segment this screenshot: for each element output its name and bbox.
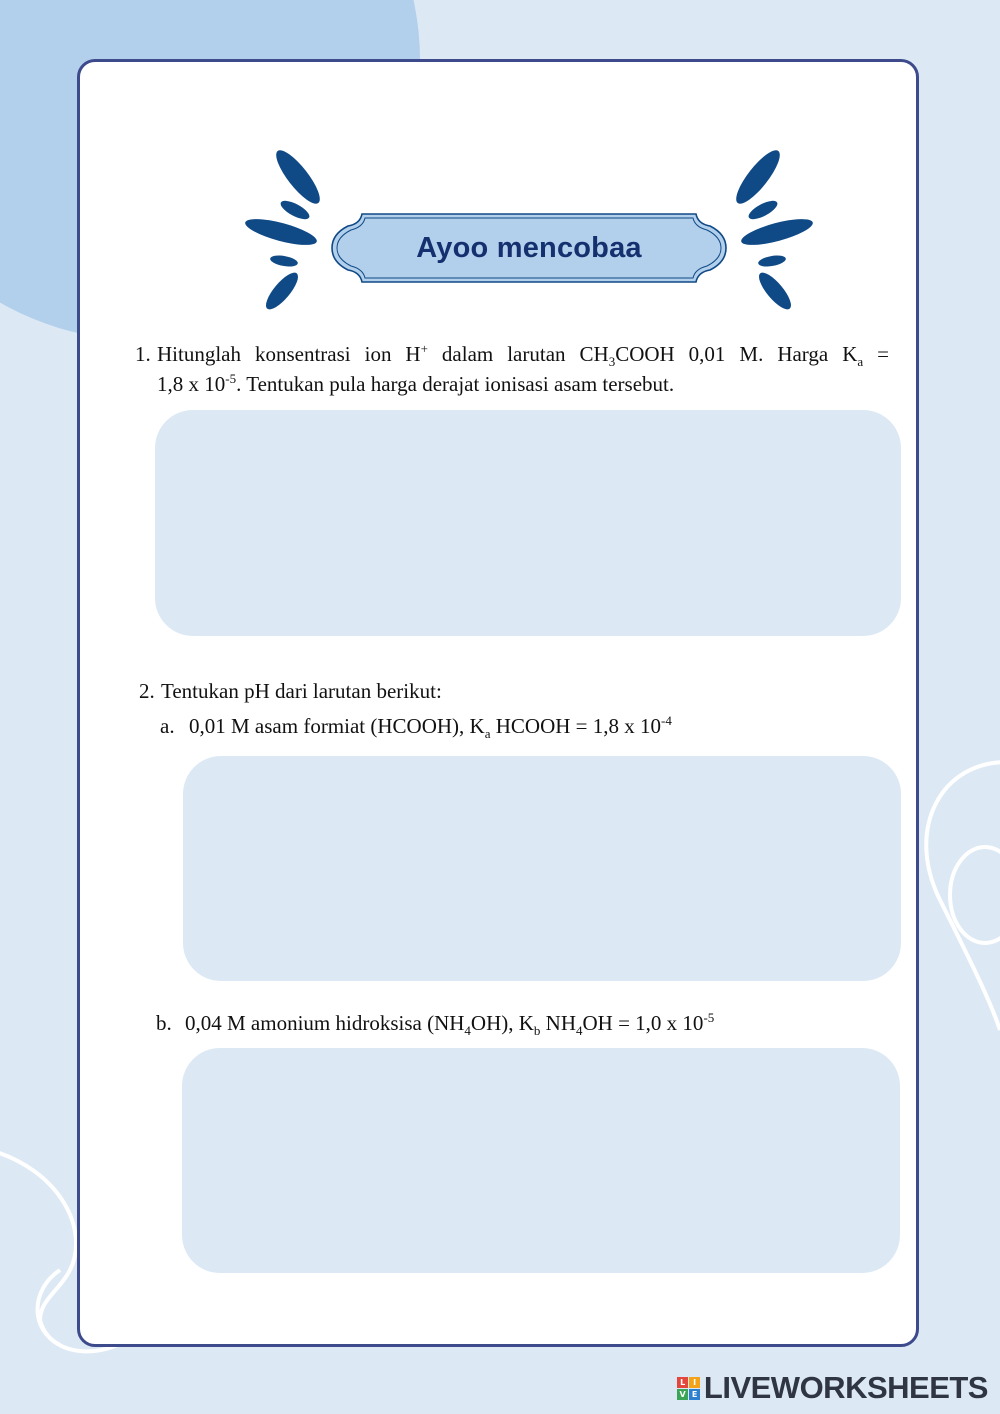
liveworksheets-brand: [677, 1370, 988, 1406]
answer-box-q2b[interactable]: [182, 1048, 900, 1273]
q2-number: 2.: [139, 679, 155, 703]
q2b-text: 0,04 M amonium hidroksisa $(NH_4OH)$, $K_b$ $NH_4OH = 1,0$ x $10^{-5}$: [185, 1010, 715, 1039]
burst-right-icon: [725, 148, 820, 318]
title-banner: [330, 212, 728, 284]
q1-line-2: 1,8 x $10^{-5}$. Tentukan pula harga derajat ionisasi asam tersebut.: [157, 371, 675, 396]
q2a-letter: a.: [160, 714, 175, 738]
liveworksheets-logo-icon: L I V E: [677, 1377, 700, 1400]
brand-text: LIVEWORKSHEETS: [703, 1370, 988, 1405]
burst-left-icon: [238, 148, 333, 318]
q1-number: 1.: [135, 342, 151, 366]
q2a-text: 0,01 M asam formiat (HCOOH), $K_a$ HCOOH = 1,8 x $10^{-4}$: [189, 713, 672, 742]
answer-box-q1[interactable]: [155, 410, 901, 636]
q2-intro: Tentukan pH dari larutan berikut:: [161, 679, 442, 703]
answer-box-q2a[interactable]: [183, 756, 901, 981]
page-title: Ayoo mencobaa: [416, 231, 642, 264]
q1-line-1: Hitunglah konsentrasi ion H+ dalam larutan $CH_3COOH$ 0,01 M. Harga $K_a$ =: [157, 341, 889, 370]
q2b-letter: b.: [156, 1011, 172, 1035]
